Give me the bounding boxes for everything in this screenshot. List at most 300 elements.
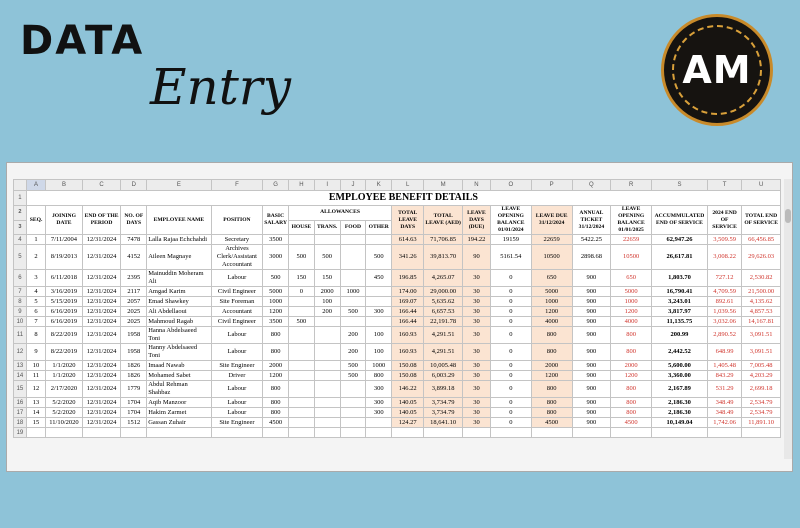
table-cell[interactable] [288, 398, 314, 408]
table-cell[interactable]: 200 [340, 327, 366, 344]
table-cell[interactable]: 166.44 [392, 307, 424, 317]
table-cell[interactable]: 1512 [121, 418, 147, 428]
table-cell[interactable]: 500 [340, 371, 366, 381]
table-cell[interactable]: 500 [288, 245, 314, 270]
table-cell[interactable]: 6/11/2018 [46, 270, 83, 287]
table-cell[interactable]: 0 [490, 381, 531, 398]
table-cell[interactable]: 200.99 [652, 327, 708, 344]
table-cell[interactable]: 2,890.52 [707, 327, 741, 344]
table-cell[interactable]: 1,803.70 [652, 270, 708, 287]
row-number[interactable]: 1 [14, 191, 27, 206]
table-cell[interactable]: 30 [463, 307, 491, 317]
table-cell[interactable]: 6 [26, 307, 45, 317]
table-cell[interactable]: 800 [531, 398, 572, 408]
table-cell[interactable]: 11/10/2020 [46, 418, 83, 428]
table-cell[interactable]: 200 [314, 307, 340, 317]
table-cell[interactable]: 140.05 [392, 408, 424, 418]
row-number[interactable]: 8 [14, 297, 27, 307]
table-cell[interactable]: 2000 [531, 361, 572, 371]
table-cell[interactable]: 300 [366, 307, 392, 317]
table-cell[interactable]: 150.08 [392, 371, 424, 381]
table-cell[interactable]: 1704 [121, 408, 147, 418]
table-cell[interactable]: 648.99 [707, 344, 741, 361]
table-cell[interactable]: 5000 [611, 287, 652, 297]
column-letter[interactable]: N [463, 180, 491, 191]
table-cell[interactable]: 100 [366, 327, 392, 344]
table-cell[interactable]: Labour [211, 381, 263, 398]
table-cell[interactable]: 11,135.75 [652, 317, 708, 327]
table-cell[interactable] [288, 428, 314, 438]
table-cell[interactable]: 5/15/2019 [46, 297, 83, 307]
table-cell[interactable]: 4500 [263, 418, 289, 428]
table-cell[interactable]: 0 [490, 398, 531, 408]
header-total-leave-days[interactable]: TOTAL LEAVE DAYS [392, 206, 424, 235]
table-cell[interactable]: 800 [263, 381, 289, 398]
table-cell[interactable]: 2,530.82 [742, 270, 781, 287]
table-cell[interactable]: 169.07 [392, 297, 424, 307]
table-cell[interactable]: 900 [572, 344, 611, 361]
table-cell[interactable]: Hanna Abdelsaeed Toni [147, 327, 211, 344]
table-cell[interactable]: 140.05 [392, 398, 424, 408]
column-letter[interactable]: K [366, 180, 392, 191]
table-cell[interactable] [366, 428, 392, 438]
row-number[interactable]: 7 [14, 287, 27, 297]
row-number[interactable]: 3 [14, 220, 27, 235]
table-cell[interactable]: Labour [211, 270, 263, 287]
header-basic-salary[interactable]: BASIC SALARY [263, 206, 289, 235]
table-cell[interactable]: 12/31/2024 [82, 408, 121, 418]
table-cell[interactable]: 800 [611, 381, 652, 398]
table-cell[interactable]: 0 [490, 317, 531, 327]
table-cell[interactable]: 4000 [611, 317, 652, 327]
table-cell[interactable]: 800 [611, 327, 652, 344]
table-cell[interactable]: 500 [366, 245, 392, 270]
table-cell[interactable]: 124.27 [392, 418, 424, 428]
table-cell[interactable]: Site Engineer [211, 361, 263, 371]
table-cell[interactable]: 18,641.10 [424, 418, 463, 428]
table-cell[interactable] [288, 418, 314, 428]
table-cell[interactable]: Gassan Zuhair [147, 418, 211, 428]
table-cell[interactable]: 7 [26, 317, 45, 327]
table-cell[interactable] [314, 344, 340, 361]
table-cell[interactable]: 800 [263, 327, 289, 344]
table-cell[interactable] [314, 418, 340, 428]
table-cell[interactable]: 300 [366, 398, 392, 408]
table-cell[interactable]: 2000 [314, 287, 340, 297]
table-cell[interactable]: 21,500.00 [742, 287, 781, 297]
table-cell[interactable]: 4,857.53 [742, 307, 781, 317]
table-cell[interactable] [82, 428, 121, 438]
column-letter[interactable]: R [611, 180, 652, 191]
row-number[interactable]: 4 [14, 235, 27, 245]
table-cell[interactable]: 6/16/2019 [46, 317, 83, 327]
table-cell[interactable]: 1 [26, 235, 45, 245]
table-cell[interactable]: 2000 [611, 361, 652, 371]
table-cell[interactable] [121, 428, 147, 438]
table-cell[interactable]: 100 [366, 344, 392, 361]
table-cell[interactable]: 26,617.81 [652, 245, 708, 270]
table-cell[interactable]: 348.49 [707, 408, 741, 418]
table-cell[interactable]: 8 [26, 327, 45, 344]
table-cell[interactable]: 1779 [121, 381, 147, 398]
table-cell[interactable] [340, 408, 366, 418]
column-letter[interactable]: S [652, 180, 708, 191]
column-letter[interactable]: F [211, 180, 263, 191]
row-number[interactable]: 14 [14, 371, 27, 381]
table-cell[interactable]: 7/11/2004 [46, 235, 83, 245]
table-cell[interactable]: Site Foreman [211, 297, 263, 307]
row-number[interactable]: 15 [14, 381, 27, 398]
table-cell[interactable]: 200 [340, 344, 366, 361]
table-cell[interactable]: 12/31/2024 [82, 270, 121, 287]
table-cell[interactable]: 30 [463, 361, 491, 371]
header-annual-ticket[interactable]: ANNUAL TICKET 31/12/2024 [572, 206, 611, 235]
table-cell[interactable]: 2/17/2020 [46, 381, 83, 398]
column-letter[interactable]: O [490, 180, 531, 191]
table-cell[interactable]: 12/31/2024 [82, 297, 121, 307]
table-cell[interactable]: 900 [572, 287, 611, 297]
table-cell[interactable]: 0 [490, 361, 531, 371]
table-cell[interactable]: 800 [611, 408, 652, 418]
header-food[interactable]: FOOD [340, 220, 366, 235]
table-cell[interactable]: 166.44 [392, 317, 424, 327]
table-cell[interactable] [288, 327, 314, 344]
table-cell[interactable]: 3,032.06 [707, 317, 741, 327]
table-cell[interactable]: 5 [26, 297, 45, 307]
table-cell[interactable]: 194.22 [463, 235, 491, 245]
table-cell[interactable]: 900 [572, 408, 611, 418]
table-cell[interactable]: 10 [26, 361, 45, 371]
table-cell[interactable]: 4,203.29 [742, 371, 781, 381]
table-cell[interactable]: Aqib Manzoor [147, 398, 211, 408]
table-cell[interactable]: 500 [340, 307, 366, 317]
table-cell[interactable]: 800 [531, 381, 572, 398]
table-cell[interactable]: 2,167.89 [652, 381, 708, 398]
table-cell[interactable]: 12/31/2024 [82, 344, 121, 361]
column-letter[interactable]: T [707, 180, 741, 191]
table-cell[interactable]: 30 [463, 270, 491, 287]
table-cell[interactable]: 3500 [263, 317, 289, 327]
table-cell[interactable]: Hanny Abdelsaeed Toni [147, 344, 211, 361]
table-cell[interactable]: 12/31/2024 [82, 371, 121, 381]
table-cell[interactable]: 10500 [531, 245, 572, 270]
table-cell[interactable] [366, 297, 392, 307]
table-cell[interactable]: Site Engineer [211, 418, 263, 428]
table-cell[interactable] [288, 297, 314, 307]
row-number[interactable]: 9 [14, 307, 27, 317]
table-cell[interactable]: 12/31/2024 [82, 327, 121, 344]
table-cell[interactable] [340, 381, 366, 398]
table-cell[interactable]: 160.93 [392, 344, 424, 361]
table-cell[interactable]: 29,000.00 [424, 287, 463, 297]
table-cell[interactable]: 30 [463, 371, 491, 381]
table-cell[interactable]: 900 [572, 371, 611, 381]
table-cell[interactable]: 4,291.51 [424, 327, 463, 344]
table-cell[interactable]: 71,706.85 [424, 235, 463, 245]
table-cell[interactable]: 1704 [121, 398, 147, 408]
table-cell[interactable]: 1/1/2020 [46, 361, 83, 371]
table-cell[interactable]: 450 [366, 270, 392, 287]
table-cell[interactable]: 3,734.79 [424, 398, 463, 408]
table-cell[interactable]: 900 [572, 418, 611, 428]
table-cell[interactable] [340, 270, 366, 287]
table-cell[interactable] [314, 408, 340, 418]
table-cell[interactable] [26, 428, 45, 438]
table-cell[interactable]: 5/2/2020 [46, 398, 83, 408]
table-cell[interactable]: Labour [211, 398, 263, 408]
table-cell[interactable]: 30 [463, 317, 491, 327]
header-total-eos[interactable]: TOTAL END OF SERVICE [742, 206, 781, 235]
table-cell[interactable]: 30 [463, 418, 491, 428]
table-cell[interactable]: 29,626.03 [742, 245, 781, 270]
table-cell[interactable]: 1,405.48 [707, 361, 741, 371]
table-cell[interactable]: 2025 [121, 307, 147, 317]
table-cell[interactable]: 15 [26, 418, 45, 428]
table-cell[interactable]: 150 [314, 270, 340, 287]
column-letter[interactable]: B [46, 180, 83, 191]
table-cell[interactable]: Secretary [211, 235, 263, 245]
table-cell[interactable]: 66,456.85 [742, 235, 781, 245]
table-cell[interactable]: 150.08 [392, 361, 424, 371]
header-accumulated-eos[interactable]: ACCUMMULATED END OF SERVICE [652, 206, 708, 235]
table-cell[interactable]: 900 [572, 327, 611, 344]
table-cell[interactable] [288, 307, 314, 317]
table-cell[interactable]: 348.49 [707, 398, 741, 408]
table-cell[interactable] [490, 428, 531, 438]
table-cell[interactable] [288, 361, 314, 371]
table-cell[interactable]: 90 [463, 245, 491, 270]
table-cell[interactable]: 300 [366, 408, 392, 418]
table-cell[interactable]: 5,600.00 [652, 361, 708, 371]
table-cell[interactable] [366, 317, 392, 327]
table-cell[interactable]: 62,947.26 [652, 235, 708, 245]
table-cell[interactable]: 5,635.62 [424, 297, 463, 307]
table-cell[interactable]: 900 [572, 317, 611, 327]
header-days[interactable]: NO. OF DAYS [121, 206, 147, 235]
row-number[interactable]: 5 [14, 245, 27, 270]
table-cell[interactable]: 2,534.79 [742, 398, 781, 408]
table-cell[interactable] [366, 418, 392, 428]
table-cell[interactable]: Amgad Karim [147, 287, 211, 297]
table-cell[interactable]: 1000 [263, 297, 289, 307]
table-cell[interactable] [314, 327, 340, 344]
table-cell[interactable]: 1200 [611, 307, 652, 317]
table-cell[interactable]: 10,005.48 [424, 361, 463, 371]
table-cell[interactable]: 1958 [121, 327, 147, 344]
table-cell[interactable]: 1200 [263, 307, 289, 317]
table-cell[interactable]: 3500 [263, 235, 289, 245]
table-cell[interactable]: 12/31/2024 [82, 418, 121, 428]
header-other[interactable]: OTHER [366, 220, 392, 235]
scrollbar-thumb[interactable] [785, 209, 791, 223]
table-cell[interactable]: 39,813.70 [424, 245, 463, 270]
table-cell[interactable] [46, 428, 83, 438]
table-cell[interactable]: 5000 [531, 287, 572, 297]
table-cell[interactable]: 12 [26, 381, 45, 398]
table-cell[interactable]: 800 [263, 408, 289, 418]
table-cell[interactable]: 12/31/2024 [82, 235, 121, 245]
table-cell[interactable]: 30 [463, 381, 491, 398]
table-cell[interactable]: 3,509.59 [707, 235, 741, 245]
table-cell[interactable]: Mohamed Sabet [147, 371, 211, 381]
table-cell[interactable]: Labour [211, 344, 263, 361]
table-cell[interactable]: 6/16/2019 [46, 307, 83, 317]
table-cell[interactable] [211, 428, 263, 438]
table-cell[interactable]: 727.12 [707, 270, 741, 287]
table-cell[interactable]: 12/31/2024 [82, 381, 121, 398]
header-joining-date[interactable]: JOINING DATE [46, 206, 83, 235]
table-cell[interactable]: 150 [288, 270, 314, 287]
table-cell[interactable]: 2,442.52 [652, 344, 708, 361]
table-cell[interactable] [392, 428, 424, 438]
table-cell[interactable]: Mahmoud Ragab [147, 317, 211, 327]
table-cell[interactable]: 100 [314, 297, 340, 307]
table-cell[interactable]: 800 [263, 344, 289, 361]
table-cell[interactable]: 3,091.51 [742, 327, 781, 344]
table-cell[interactable]: 7478 [121, 235, 147, 245]
table-cell[interactable] [288, 381, 314, 398]
table-cell[interactable] [288, 235, 314, 245]
header-eos-2024[interactable]: 2024 END OF SERVICE [707, 206, 741, 235]
header-opening-balance-2025[interactable]: LEAVE OPENING BALANCE 01/01/2025 [611, 206, 652, 235]
table-cell[interactable] [340, 398, 366, 408]
table-cell[interactable]: 650 [611, 270, 652, 287]
table-cell[interactable]: 1200 [531, 371, 572, 381]
table-cell[interactable]: 4,265.07 [424, 270, 463, 287]
table-cell[interactable]: 22659 [531, 235, 572, 245]
column-letter[interactable]: G [263, 180, 289, 191]
table-cell[interactable]: 0 [490, 371, 531, 381]
table-cell[interactable]: 2898.68 [572, 245, 611, 270]
table-cell[interactable] [340, 428, 366, 438]
column-letter[interactable]: L [392, 180, 424, 191]
header-position[interactable]: POSITION [211, 206, 263, 235]
table-cell[interactable] [288, 344, 314, 361]
table-cell[interactable]: 900 [572, 398, 611, 408]
table-cell[interactable] [424, 428, 463, 438]
table-cell[interactable]: Labour [211, 327, 263, 344]
table-cell[interactable]: 3,899.18 [424, 381, 463, 398]
table-cell[interactable]: 3,817.97 [652, 307, 708, 317]
table-cell[interactable]: 0 [490, 270, 531, 287]
table-cell[interactable]: 8/22/2019 [46, 327, 83, 344]
row-number[interactable]: 18 [14, 418, 27, 428]
table-cell[interactable]: 1826 [121, 361, 147, 371]
row-number[interactable]: 19 [14, 428, 27, 438]
table-cell[interactable]: 10,149.04 [652, 418, 708, 428]
table-cell[interactable]: 6,003.29 [424, 371, 463, 381]
table-cell[interactable]: Driver [211, 371, 263, 381]
table-cell[interactable] [288, 408, 314, 418]
table-cell[interactable]: 10500 [611, 245, 652, 270]
header-leave-days-due[interactable]: LEAVE DAYS (DUE) [463, 206, 491, 235]
table-cell[interactable] [340, 418, 366, 428]
table-cell[interactable]: 30 [463, 287, 491, 297]
table-cell[interactable]: 341.26 [392, 245, 424, 270]
table-cell[interactable]: 4,291.51 [424, 344, 463, 361]
table-cell[interactable]: Imaad Nawab [147, 361, 211, 371]
header-allowances[interactable]: ALLOWANCES [288, 206, 391, 221]
table-cell[interactable]: 6,657.53 [424, 307, 463, 317]
table-cell[interactable]: 12/31/2024 [82, 398, 121, 408]
table-cell[interactable]: 2,699.18 [742, 381, 781, 398]
table-cell[interactable]: 800 [531, 408, 572, 418]
table-cell[interactable]: 30 [463, 327, 491, 344]
table-cell[interactable]: 2057 [121, 297, 147, 307]
column-letter[interactable]: E [147, 180, 211, 191]
table-cell[interactable] [572, 428, 611, 438]
table-cell[interactable]: 30 [463, 398, 491, 408]
table-cell[interactable] [652, 428, 708, 438]
header-seq[interactable]: SEQ. [26, 206, 45, 235]
table-cell[interactable]: 800 [531, 327, 572, 344]
table-cell[interactable]: 4000 [531, 317, 572, 327]
vertical-scrollbar[interactable] [784, 179, 792, 459]
table-cell[interactable]: 2,186.30 [652, 398, 708, 408]
table-cell[interactable]: 11,891.10 [742, 418, 781, 428]
table-cell[interactable]: 0 [490, 418, 531, 428]
column-letter[interactable]: J [340, 180, 366, 191]
row-number[interactable]: 2 [14, 206, 27, 221]
column-letter[interactable]: Q [572, 180, 611, 191]
table-cell[interactable]: 2395 [121, 270, 147, 287]
table-cell[interactable]: 30 [463, 297, 491, 307]
column-letter[interactable]: A [26, 180, 45, 191]
table-cell[interactable]: 3 [26, 270, 45, 287]
table-cell[interactable]: 0 [288, 287, 314, 297]
table-cell[interactable]: 800 [611, 398, 652, 408]
table-cell[interactable] [314, 428, 340, 438]
table-cell[interactable]: 5161.54 [490, 245, 531, 270]
table-cell[interactable]: 1,039.56 [707, 307, 741, 317]
column-letter[interactable]: I [314, 180, 340, 191]
table-cell[interactable]: 2,534.79 [742, 408, 781, 418]
table-cell[interactable]: 0 [490, 327, 531, 344]
column-letter[interactable]: U [742, 180, 781, 191]
table-cell[interactable]: 9 [26, 344, 45, 361]
table-cell[interactable]: 2 [26, 245, 45, 270]
table-cell[interactable] [531, 428, 572, 438]
table-cell[interactable]: 1000 [366, 361, 392, 371]
table-cell[interactable]: 0 [490, 344, 531, 361]
table-cell[interactable] [314, 398, 340, 408]
row-number[interactable]: 10 [14, 317, 27, 327]
table-cell[interactable]: 900 [572, 381, 611, 398]
table-cell[interactable]: 892.61 [707, 297, 741, 307]
table-cell[interactable]: 11 [26, 371, 45, 381]
table-cell[interactable]: 3,008.22 [707, 245, 741, 270]
table-cell[interactable]: 5/2/2020 [46, 408, 83, 418]
row-number[interactable]: 12 [14, 344, 27, 361]
table-cell[interactable]: 500 [340, 361, 366, 371]
table-cell[interactable]: Abdul Rehman Shahbaz [147, 381, 211, 398]
table-cell[interactable]: 8/22/2019 [46, 344, 83, 361]
table-cell[interactable]: Civil Engineer [211, 287, 263, 297]
table-cell[interactable]: 2000 [263, 361, 289, 371]
table-cell[interactable]: 1200 [263, 371, 289, 381]
table-cell[interactable]: 5000 [263, 287, 289, 297]
table-cell[interactable]: 1000 [531, 297, 572, 307]
table-cell[interactable]: 0 [490, 297, 531, 307]
table-cell[interactable]: 0 [490, 287, 531, 297]
table-cell[interactable] [366, 235, 392, 245]
table-cell[interactable]: 30 [463, 408, 491, 418]
table-cell[interactable]: Lalla Rajaa Echchahdi [147, 235, 211, 245]
table-cell[interactable]: 146.22 [392, 381, 424, 398]
table-cell[interactable]: 30 [463, 344, 491, 361]
table-cell[interactable]: Accountant [211, 307, 263, 317]
table-cell[interactable]: 2,186.30 [652, 408, 708, 418]
